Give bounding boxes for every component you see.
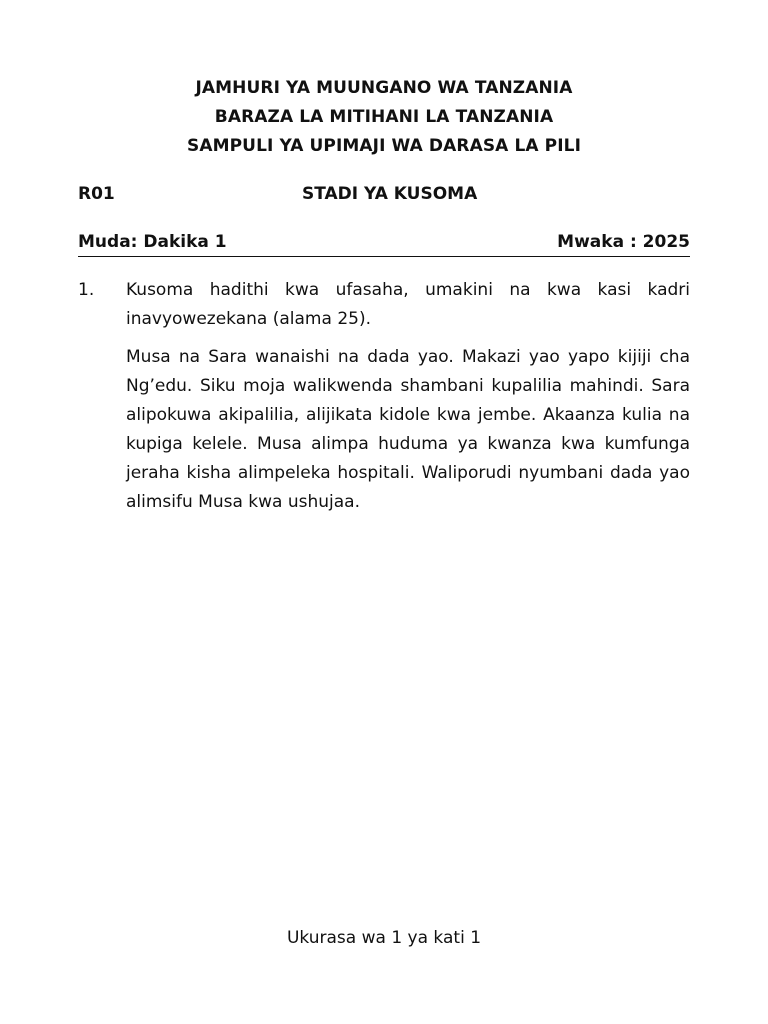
year-label: Mwaka : 2025: [557, 232, 690, 252]
paper-code: R01: [78, 184, 115, 204]
reading-passage: Musa na Sara wanaishi na dada yao. Makazi yao yapo kijiji cha Ng’edu. Siku moja walikwenda shambani kupalilia mahindi. Sara alipokuwa akipalilia, alijikata kidole kwa jembe. Akaanza kulia na kupiga kelele. Musa alimpa huduma ya kwanza kwa kumfunga jeraha kisha alimpeleka hospitali. Waliporudi nyumbani dada yao alimsifu Musa kwa ushujaa.: [126, 347, 690, 512]
header-country-line: JAMHURI YA MUUNGANO WA TANZANIA: [195, 78, 573, 98]
subject-row: [78, 184, 690, 210]
duration-label: Muda: Dakika 1: [78, 232, 227, 252]
question-number: 1.: [78, 280, 95, 300]
header-council-line: BARAZA LA MITIHANI LA TANZANIA: [214, 107, 554, 127]
document-header: [0, 74, 768, 161]
question-1: [78, 276, 690, 517]
question-instruction: Kusoma hadithi kwa ufasaha, umakini na kwa kasi kadri inavyowezekana (alama 25).: [126, 280, 690, 329]
subject-title: STADI YA KUSOMA: [302, 184, 478, 204]
header-assessment-line: SAMPULI YA UPIMAJI WA DARASA LA PILI: [187, 136, 581, 156]
page-number-footer: Ukurasa wa 1 ya kati 1: [286, 928, 482, 948]
question-body: [126, 276, 690, 517]
meta-row: [78, 232, 690, 257]
